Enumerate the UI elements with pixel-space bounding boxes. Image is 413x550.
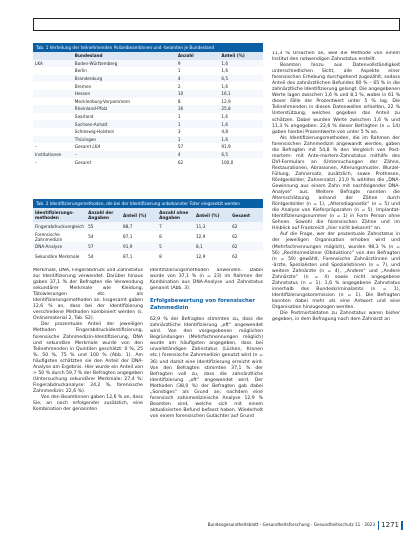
- table-header-cell: Bundesland: [73, 52, 176, 60]
- table-cell: Bremen: [74, 83, 92, 89]
- table-row: [33, 242, 263, 251]
- table-cell: [33, 90, 73, 98]
- table-cell: 1: [177, 68, 181, 74]
- table-cell: Fingerabdruckvergleich: [35, 224, 85, 229]
- table-row: [33, 98, 263, 106]
- table-cell: Berlin: [74, 68, 87, 74]
- table-cell: 12,9: [195, 234, 206, 239]
- table-row: [33, 128, 263, 136]
- table-cell: –: [35, 144, 38, 150]
- section-heading: Erfolgsbewertung von forensischer Zahnmedizin: [150, 298, 255, 311]
- table-cell: Forensische Zahnmedizin: [35, 231, 63, 242]
- table-cell: 91,9: [221, 144, 231, 150]
- body-paragraph: Beamten hinzu aus Datenvollständigkeit unterschiedlichen Sicht, alle Aspekte einer forensischen Erhebung durchgehend zugezählt, sodass Anteil des zahnärztlichen Befundes 60 % – 65 % in die zahnärztliche Identifizierung gelangt. Die angegebenen Werte lagen zwischen 1,6 % und 8,1 %, wobei in 61 % dieser Fälle der Prozentwert unter 5 % lag. Die Teilnehmenden in diesen Datenwellen erhielten, 22 % Unterstützung, welches gegeben das Anteil zu schätzen. Dabei wurden Werte zwischen 1,6 % und 11,3 % angegeben. 22,6 % dieser Befragten (n = 14) gaben hierbei Prozentwerte von unter 5 % an.: [272, 63, 400, 135]
- table-cell: 9: [176, 60, 219, 68]
- running-header-box: [33, 18, 400, 31]
- table-cell: 6,5: [219, 75, 263, 83]
- table-cell: 12,9: [221, 98, 231, 104]
- table2: [33, 208, 263, 262]
- body-paragraph: 62,9 % der Befragten stimmten zu, dass die zahnärztliche Identifizierung „oft“ angewendet wird. Von den vorgegebenen möglichen Begründungen (Mehrfachnennungen möglich) wurde am häufigsten angegeben, dass bei unvollständigen Zahnstatus (Lücken, Kronen etc.) forensische Zahnmedizin genutzt wird (n = 36) und damit eine Identifizierung erreicht wird. Von den Befragten stimmten 37,1 % der Befragten voll zu, dass die zahnärztliche Identifizierung „oft“ angewendet wird. Der Methoden (38,0 %) der Befragten gab dabei „Sonstiges“ als Grund an, nachdem eine forensisch zahnmedizinische Analyse 12,9 % Beamten sind, welche sich mit einem aktualisierten Befund befasst haben. Wiederholt von einem forensischen Gutachter auf Grund: [150, 317, 263, 419]
- table2-caption: Tab. 2 Identifizierungsmethoden, die bei der Identifizierung unbekannter Toter eingesetzt werden: [33, 199, 263, 208]
- table-cell: [33, 113, 73, 121]
- table-cell: 54: [88, 234, 94, 239]
- table-cell: 55: [88, 224, 94, 229]
- table-row: [33, 151, 263, 159]
- table-header-cell: Identifizierungs-methoden: [33, 208, 86, 222]
- table-cell: 4,8: [221, 129, 228, 135]
- table-row: [33, 105, 263, 113]
- table-row: [33, 113, 263, 121]
- page-accent-bar: [401, 521, 403, 530]
- table-cell: 4: [176, 151, 219, 159]
- table-cell: 6,5: [219, 151, 263, 159]
- table-cell: [33, 67, 73, 75]
- table-cell: 25,8: [219, 105, 263, 113]
- table-cell: 8: [159, 254, 162, 259]
- body-paragraph: Identifizierungsmethoden anwenden. Dabei wurde von 37,1 % (n = 23) im Rahmen der Kombination aus DNA-Analyse und Zahnstatus genannt (Abb. 3).: [150, 268, 263, 292]
- table-cell: DNA-Analyse: [35, 244, 63, 249]
- table-row: [33, 251, 263, 262]
- table-cell: Gesamt LKA: [74, 144, 101, 150]
- table-cell: Gesamt: [74, 159, 92, 165]
- table-cell: 5: [159, 244, 162, 249]
- table-cell: 1,6: [219, 60, 263, 68]
- table1-header-row: [33, 52, 263, 60]
- body-paragraph: 11,3 % Ursachen an, weil die Methode von einem Institut den notwendigen Zahnstatus erstellt.: [272, 51, 400, 63]
- table-cell: 1,6: [221, 83, 228, 89]
- table-cell: 12,9: [195, 254, 206, 259]
- table-cell: [33, 128, 73, 136]
- table-cell: 57: [88, 244, 94, 249]
- table-cell: 62: [177, 159, 184, 165]
- table-cell: LKA: [33, 60, 73, 68]
- table-cell: 54: [88, 254, 94, 259]
- table-cell: [33, 75, 73, 83]
- table-cell: Saarland: [74, 114, 94, 120]
- body-paragraph: Der prozentuale Anteil der jeweiligen Methoden Fingerabdruckidentifizierung, forensische Zahnmedizin-Identifizierung, DNA und sekundäre Merkmale wurde von den Teilnehmenden in Quintilen geschätzt: 0 %, 25 %, 50 %, 75 % und 100 % (Abb. 1). Am häufigsten schätzten sie den Anteil der DNA-Analyse am Ergebnis. Hier wurde ein Anteil von > 50 % durch 59,7 % der Befragten angegeben (Untersuchung sekundärer Merkmale: 27,4 %; Fingerabdruckanalyse: 24,2 %, forensische Zahnmedizin: 22,6 %).: [33, 322, 143, 394]
- table-row: [33, 82, 263, 90]
- table-cell: 1: [176, 120, 219, 128]
- table-cell: 87,1: [123, 254, 133, 259]
- table-cell: 57: [177, 144, 184, 150]
- table-cell: 2: [177, 83, 181, 89]
- table-header-cell: Anteil (%): [219, 52, 263, 60]
- table-cell: 91,9: [123, 244, 133, 249]
- table-row: [33, 67, 263, 75]
- table-cell: 8: [177, 98, 181, 104]
- body-paragraph: Auf die Frage, wer der prozentuale Zahnstatus in der jeweiligen Organisation erhoben wird und (Mehrfachnennungen möglich), wurden 98,3 % (n = 56) „Rechtsmediziner (Obduktion)“ von den Befragten (n = 59) gewählt, Forensische Zahnärztinnen und -ärzte, Spezialisten und Spezialistinnen (n = 7), und weitere Zahnärzte (n = 4), „Andere“ und „Andere Zahnärzte“ (n = 4) sowie nicht angegebene Zahnstatus (n = 1). 1,6 % angegebene Zahnstatus innerhalb des Bundeskriminalamts (n = 1), Identifizierungskommission (n = 1). Die Befragten konnten dabei mehr als eine Antwort und eine Organisation hinzugezogen werden.: [272, 232, 400, 310]
- table-row: [33, 90, 263, 98]
- table-row: [33, 222, 263, 231]
- table-header-cell: [33, 52, 73, 60]
- table-cell: 3: [177, 129, 181, 135]
- table-cell: [33, 98, 73, 106]
- table-row: [33, 143, 263, 151]
- table-cell: Thüringen: [73, 136, 176, 144]
- table-row: [33, 158, 263, 166]
- table-cell: Sachsen-Anhalt: [73, 120, 176, 128]
- table-cell: 1,6: [221, 114, 228, 120]
- table-cell: 8: [159, 234, 162, 239]
- body-paragraph: Die Postmortaldaten zu Zahnstatus waren bisher gegeben, in dem Befragung nach dem Zahnarzt an: [272, 311, 400, 323]
- table-header-cell: Anteil (%): [121, 208, 157, 222]
- table2-header-row: [33, 208, 263, 222]
- table-cell: Hessen: [73, 90, 176, 98]
- table-cell: [33, 120, 73, 128]
- table-cell: Rheinland-Pfalz: [73, 105, 176, 113]
- table-cell: 8,1: [195, 244, 203, 249]
- table-cell: Sekundäre Merkmale: [35, 254, 80, 259]
- table-cell: 1,6: [219, 136, 263, 144]
- table-row: [33, 120, 263, 128]
- table-cell: 16: [176, 105, 219, 113]
- table-header-cell: Anzahl ohne Angaben: [157, 208, 194, 222]
- body-paragraph: Merkmale, DNA, Fingerabdruck und Zahnstatus zur Identifizierung verwendet. Darüber hinaus gaben 37,1 % der Befragten die Verwendung sekundärer Merkmale wie Kleidung, Tätowierungen etc. als Identifizierungsmethoden an. Insgesamt gaben 12,6 % an, dass bei der Identifizierung verschiedene Methoden kombiniert werden (s. Onlinematerial 2, Tab. S2).: [33, 268, 143, 322]
- footer-divider: [378, 521, 379, 530]
- table-header-cell: Anzahl: [176, 52, 219, 60]
- page-footer: [0, 520, 413, 532]
- table-cell: 62: [232, 224, 238, 229]
- table-cell: Brandenburg: [73, 75, 176, 83]
- table-cell: 7: [159, 224, 162, 229]
- table-cell: –: [35, 159, 38, 165]
- table-row: [33, 60, 263, 68]
- table-cell: Mecklenburg-Vorpommern: [74, 98, 131, 104]
- table-cell: Schleswig-Holstein: [74, 129, 115, 135]
- body-paragraph: Als Identifizierungsmethoden, die im Rahmen der forensischen Zahnmedizin angewandt werden, gaben die Befragten mit 54,8 % den Vergleich von Post-mortem- mit Ante-mortem-Zahnstatus mithilfe des DVI-Formulars an (Untersuchungen der Zähne, Restaurationen, Abrasionen, Alterungsmuster, Wurzel-Füllung, Zahnersatz, zusätzlich, sowie Prothesen, Röntgenbilder, Zahnersatz). 21,0 % wählten die „DNA-Gewinnung aus einem Zahn mit nachfolgender DNA-Analyse“ aus. Weitere Befragte nannten die Altersschätzung anhand der Zähne durch Röntgenbilder (n = 1), „Altersdiagnostik“ (n = 5) und die Analyse von Kieferpräparaten (n = 5). Implantat-Identifizierungsnummer (n = 1) in Form Person ohne Sehnen. Sowohl die forensischen Zähne und im Hinblick auf Frankreich „hier nicht bekannt“ an.: [272, 135, 400, 232]
- table-header-cell: Gesamt: [230, 208, 263, 222]
- table-cell: Institutionen: [33, 151, 73, 159]
- table1-caption: Tab. 1 Verteilung der teilnehmenden Polizeibeamtinnen und -beamten je Bundesland: [33, 43, 263, 52]
- table-row: [33, 136, 263, 144]
- table-cell: 87,1: [123, 234, 133, 239]
- table-cell: 1,6: [219, 120, 263, 128]
- table-header-cell: Anteil (%): [194, 208, 230, 222]
- table-cell: 4: [176, 75, 219, 83]
- table-cell: 1: [176, 136, 219, 144]
- table1: [33, 52, 263, 166]
- table-cell: 62: [232, 254, 238, 259]
- table-cell: 1: [177, 114, 181, 120]
- table-cell: Baden-Württemberg: [73, 60, 176, 68]
- table-cell: [33, 105, 73, 113]
- table-cell: 1,6: [221, 68, 228, 74]
- table-header-cell: Anzahl der Angaben: [86, 208, 121, 222]
- table-row: [33, 75, 263, 83]
- body-column-right: [272, 51, 400, 527]
- table-cell: –: [73, 151, 176, 159]
- body-paragraph: Von den Beamtinnen gaben 12,6 % an, dass Sie, an noch erfolgender zusätzlich, eine Kombination der genannten: [33, 394, 143, 413]
- table-cell: [33, 82, 73, 90]
- body-column-middle: [150, 268, 263, 530]
- table-cell: [33, 136, 73, 144]
- table-cell: 62: [232, 234, 238, 239]
- table-cell: 88,7: [123, 224, 133, 229]
- page-number: 1271: [381, 521, 399, 529]
- table-cell: 100,0: [221, 159, 234, 165]
- table-cell: 10: [176, 90, 219, 98]
- body-column-left: [33, 268, 143, 530]
- table-cell: 16,1: [219, 90, 263, 98]
- journal-citation: Bundesgesundheitsblatt - Gesundheitsforschung - Gesundheitsschutz 11 · 2023: [207, 522, 375, 527]
- table-cell: 62: [232, 244, 238, 249]
- table-cell: 11,3: [195, 224, 206, 229]
- table-row: [33, 231, 263, 242]
